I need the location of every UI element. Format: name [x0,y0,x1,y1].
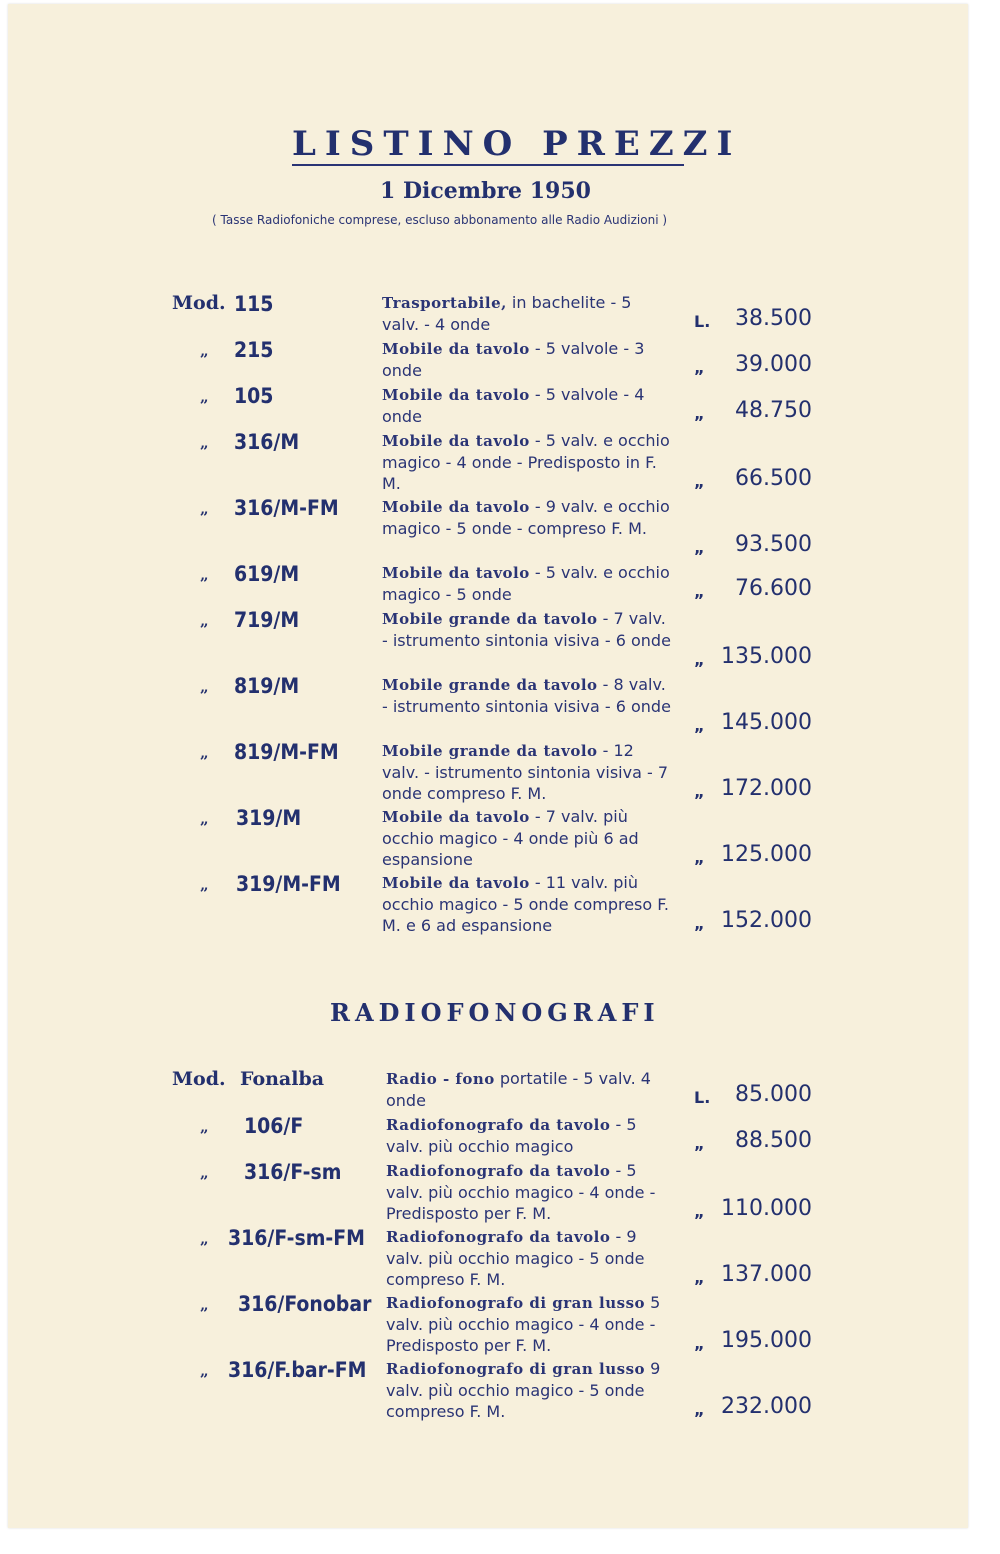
model-description: Mobile da tavolo - 9 valv. e occhio magico - 5 onde - compreso F. M. [382,497,670,538]
ditto-mark: „ [200,342,209,360]
model-prefix: Mod. [172,292,226,314]
page-title: LISTINO PREZZI [292,124,742,164]
title-underline [292,164,684,166]
model-code: 319/M-FM [236,872,341,896]
price-value: 38.500 [735,306,812,331]
price-value: 195.000 [721,1328,812,1353]
model-prefix: Mod. [172,1068,226,1090]
model-description: Mobile grande da tavolo - 12 valv. - istrumento sintonia visiva - 7 onde compreso F. M. [382,741,669,803]
ditto-mark: „ [200,1362,209,1380]
model-description: Mobile da tavolo - 7 valv. più occhio magico - 4 onde più 6 ad espansione [382,807,639,869]
model-description: Radio - fono portatile - 5 valv. 4 onde [386,1069,651,1110]
ditto-mark: „ [200,434,209,452]
model-description: Mobile grande da tavolo - 7 valv. - istrumento sintonia visiva - 6 onde [382,609,671,650]
model-code: 105 [234,384,274,408]
price-value: 125.000 [721,842,812,867]
ditto-mark: „ [200,500,209,518]
price-list-sheet [8,4,968,1528]
ditto-mark: „ [200,388,209,406]
price-value: 48.750 [735,398,812,423]
price-prefix: „ [694,472,705,491]
model-description: Mobile da tavolo - 5 valvole - 4 onde [382,385,645,426]
price-prefix: „ [694,404,705,423]
list-date: 1 Dicembre 1950 [380,178,591,204]
ditto-mark: „ [200,876,209,894]
ditto-mark: „ [200,810,209,828]
ditto-mark: „ [200,1296,209,1314]
price-prefix: „ [694,1400,705,1419]
price-value: 76.600 [735,576,812,601]
price-value: 172.000 [721,776,812,801]
price-value: 85.000 [735,1082,812,1107]
model-code: 316/Fonobar [238,1292,372,1316]
price-value: 39.000 [735,352,812,377]
model-code: 215 [234,338,274,362]
price-value: 93.500 [735,532,812,557]
model-code: 316/F-sm-FM [228,1226,365,1250]
model-code: 719/M [234,608,300,632]
price-prefix: „ [694,1268,705,1287]
price-value: 110.000 [721,1196,812,1221]
price-value: 66.500 [735,466,812,491]
model-code: 316/M-FM [234,496,339,520]
model-description: Radiofonografo di gran lusso 5 valv. più occhio magico - 4 onde - Predisposto per F. M. [386,1293,661,1355]
model-description: Mobile da tavolo - 11 valv. più occhio magico - 5 onde compreso F. M. e 6 ad espansione [382,873,669,935]
model-code: 619/M [234,562,300,586]
price-prefix: L. [694,312,711,331]
ditto-mark: „ [200,744,209,762]
price-prefix: „ [694,538,705,557]
price-value: 145.000 [721,710,812,735]
model-description: Mobile da tavolo - 5 valvole - 3 onde [382,339,645,380]
model-code: 819/M [234,674,300,698]
ditto-mark: „ [200,678,209,696]
ditto-mark: „ [200,612,209,630]
ditto-mark: „ [200,1118,209,1136]
tax-note: ( Tasse Radiofoniche comprese, escluso abbonamento alle Radio Audizioni ) [212,213,668,227]
price-prefix: „ [694,1202,705,1221]
model-description: Radiofonografo da tavolo - 9 valv. più occhio magico - 5 onde compreso F. M. [386,1227,645,1289]
model-description: Trasportabile, in bachelite - 5 valv. - 4 onde [382,293,632,334]
model-description: Radiofonografo da tavolo - 5 valv. più occhio magico [386,1115,637,1156]
ditto-mark: „ [200,1230,209,1248]
price-prefix: „ [694,1134,705,1153]
price-prefix: „ [694,848,705,867]
price-value: 137.000 [721,1262,812,1287]
price-prefix: „ [694,716,705,735]
ditto-mark: „ [200,566,209,584]
model-description: Mobile grande da tavolo - 8 valv. - istrumento sintonia visiva - 6 onde [382,675,671,716]
price-prefix: „ [694,914,705,933]
price-prefix: „ [694,1334,705,1353]
price-prefix: „ [694,782,705,801]
model-description: Radiofonografo di gran lusso 9 valv. più occhio magico - 5 onde compreso F. M. [386,1359,661,1421]
model-description: Mobile da tavolo - 5 valv. e occhio magico - 4 onde - Predisposto in F. M. [382,431,670,493]
model-description: Radiofonografo da tavolo - 5 valv. più occhio magico - 4 onde - Predisposto per F. M. [386,1161,656,1223]
model-description: Mobile da tavolo - 5 valv. e occhio magico - 5 onde [382,563,670,604]
model-code: 319/M [236,806,302,830]
model-code: 316/F-sm [244,1160,342,1184]
model-code: 115 [234,292,274,316]
price-value: 88.500 [735,1128,812,1153]
model-code: 819/M-FM [234,740,339,764]
ditto-mark: „ [200,1164,209,1182]
model-code: 316/M [234,430,300,454]
date-line [380,178,591,204]
section-title-radiofonografi: RADIOFONOGRAFI [330,998,660,1027]
model-code: 106/F [244,1114,304,1138]
price-prefix: L. [694,1088,711,1107]
model-code: Fonalba [240,1068,325,1090]
price-prefix: „ [694,358,705,377]
price-value: 152.000 [721,908,812,933]
price-prefix: „ [694,582,705,601]
model-code: 316/F.bar-FM [228,1358,367,1382]
price-value: 135.000 [721,644,812,669]
price-value: 232.000 [721,1394,812,1419]
price-prefix: „ [694,650,705,669]
